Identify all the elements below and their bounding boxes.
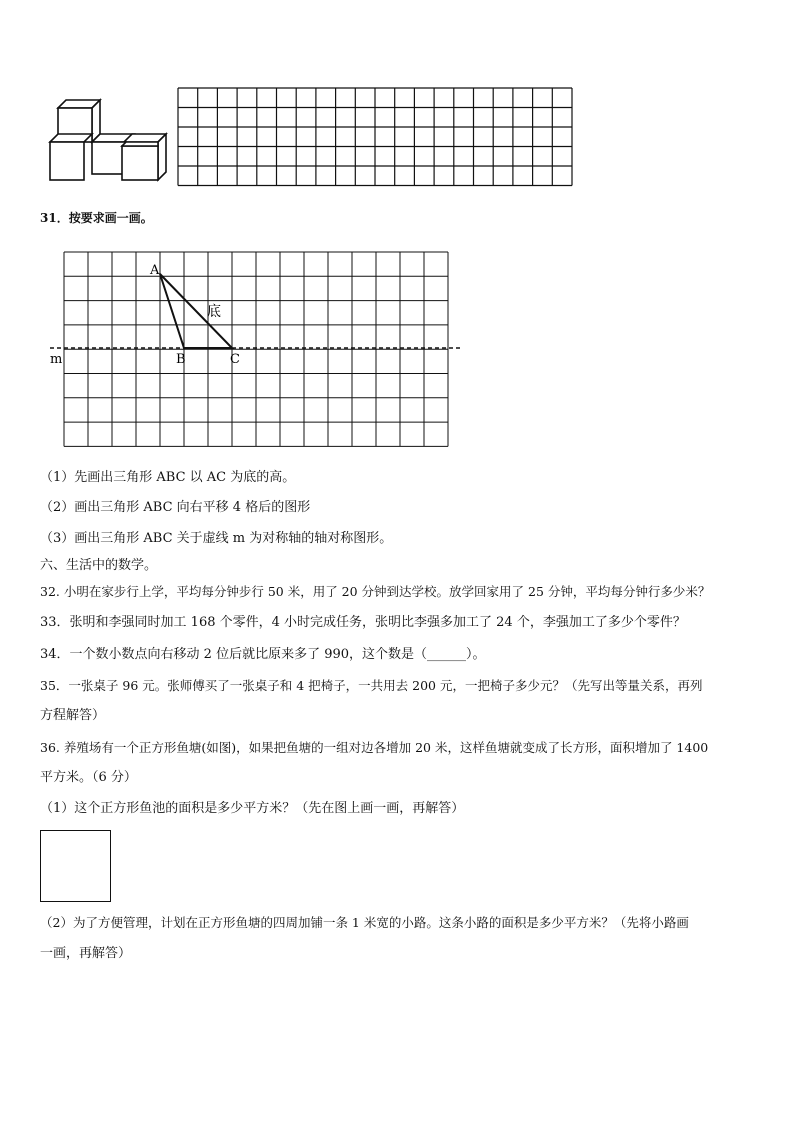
q35-text-line2: 方程解答）: [40, 708, 106, 723]
label-b: B: [176, 352, 186, 367]
q34-text: 34．一个数小数点向右移动 2 位后就比原来多了 990，这个数是（______）。: [40, 647, 486, 662]
blank-grid: [176, 86, 574, 188]
q36-text-line2: 平方米。（6 分）: [40, 770, 137, 785]
label-c: C: [230, 352, 240, 367]
label-m: m: [50, 352, 63, 367]
q31-task-3: （3）画出三角形 ABC 关于虚线 m 为对称轴的轴对称图形。: [40, 531, 393, 546]
q35-text-line1: 35．一张桌子 96 元。张师傅买了一张桌子和 4 把椅子，一共用去 200 元，一把椅子多少元？（先写出等量关系，再列: [40, 678, 703, 693]
triangle-abc: [160, 274, 232, 348]
q33-text: 33．张明和李强同时加工 168 个零件，4 小时完成任务，张明比李强多加工了 24 个，李强加工了多少个零件？: [40, 615, 686, 630]
label-a: A: [150, 263, 160, 278]
section-6-title: 六、生活中的数学。: [40, 558, 158, 573]
square-pond: [40, 830, 111, 902]
label-base: 底: [207, 304, 221, 320]
triangle-grid-figure: [44, 248, 464, 448]
q31-title: 31．按要求画一画。: [40, 211, 153, 225]
q31-task-2: （2）画出三角形 ABC 向右平移 4 格后的图形: [40, 500, 311, 515]
q31-task-1: （1）先画出三角形 ABC 以 AC 为底的高。: [40, 470, 296, 485]
q32-text: 32. 小明在家步行上学，平均每分钟步行 50 米，用了 20 分钟到达学校。放学回家用了 25 分钟，平均每分钟行多少米？: [40, 584, 711, 599]
q36-text-line1: 36. 养殖场有一个正方形鱼塘(如图)，如果把鱼塘的一组对边各增加 20 米，这样鱼塘就变成了长方形，面积增加了 1400: [40, 740, 709, 755]
q36-sub2-line1: （2）为了方便管理，计划在正方形鱼塘的四周加铺一条 1 米宽的小路。这条小路的面积是多少平方米？（先将小路画: [40, 915, 689, 930]
q36-sub2-line2: 一画，再解答）: [40, 946, 132, 961]
q36-sub1: （1）这个正方形鱼池的面积是多少平方米？（先在图上画一画，再解答）: [40, 801, 465, 816]
cube-stack-figure: [44, 96, 174, 188]
